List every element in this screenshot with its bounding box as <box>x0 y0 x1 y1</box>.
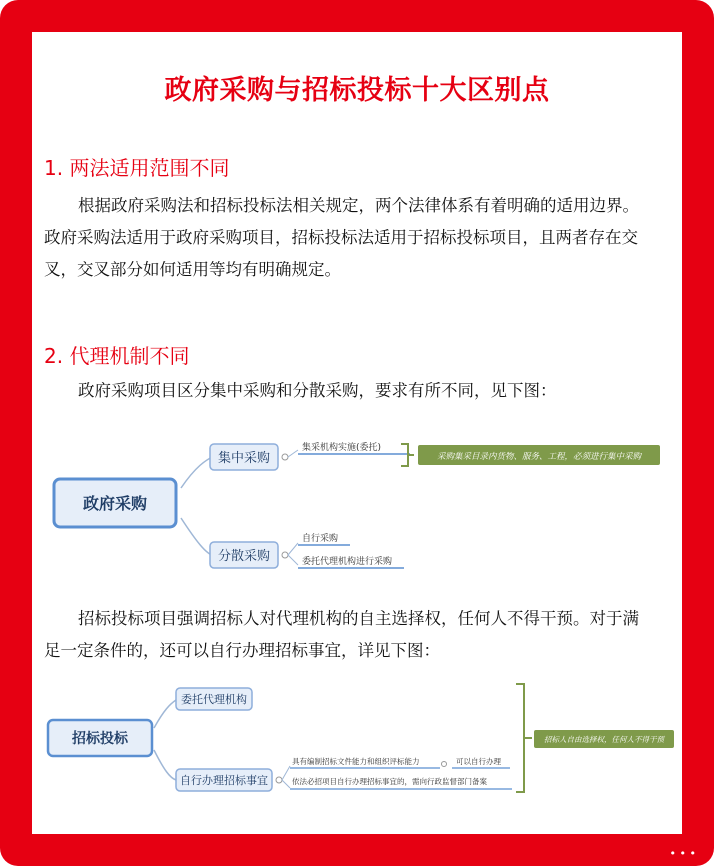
section1-line: 根据政府采购法和招标投标法相关规定，两个法律体系有着明确的适用边界。 <box>78 196 639 215</box>
branch-node-label: 委托代理机构 <box>181 693 247 706</box>
note-label: 采购集采目录内货物、服务、工程，必须进行集中采购 <box>436 452 642 462</box>
branch-child-label: 自行采购 <box>302 534 339 544</box>
branch-node-label: 自行办理招标事宜 <box>180 774 268 787</box>
section2-line: 招标投标项目强调招标人对代理机构的自主选择权，任何人不得干预。对于满 <box>78 609 639 628</box>
section2-heading: 2. 代理机制不同 <box>44 344 190 368</box>
connector-line <box>181 518 214 556</box>
branch-node-label: 集中采购 <box>217 451 271 466</box>
bracket-icon <box>516 684 532 792</box>
footer-dots-mark: • • • <box>669 847 696 860</box>
document-page <box>32 32 682 834</box>
section2-line: 足一定条件的，还可以自行办理招标事宜，详见下图： <box>44 641 440 660</box>
page-title: 政府采购与招标投标十大区别点 <box>164 75 550 106</box>
branch-result-label: 可以自行办理 <box>456 757 501 766</box>
expand-dot-icon <box>442 762 447 767</box>
connector-line <box>154 700 176 728</box>
section2-paragraph <box>44 603 676 667</box>
expand-dot-icon <box>276 777 282 783</box>
section1-line: 政府采购法适用于政府采购项目，招标投标法适用于招标投标项目，且两者存在交 <box>44 228 638 247</box>
branch-child-label: 具有编制招标文件能力和组织评标能力 <box>292 757 420 766</box>
connector-line <box>181 456 214 488</box>
government-procurement-mindmap <box>46 436 676 576</box>
note-label: 招标人自由选择权，任何人不得干预 <box>544 735 664 744</box>
section2-intro: 政府采购项目区分集中采购和分散采购，要求有所不同，见下图： <box>78 381 557 400</box>
branch-child-label: 依法必招项目自行办理招标事宜的，需向行政监督部门备案 <box>292 777 487 786</box>
section1-paragraph <box>44 190 676 286</box>
root-node-label: 招标投标 <box>72 731 128 747</box>
section1-line: 叉，交叉部分如何适用等均有明确规定。 <box>44 260 341 279</box>
expand-dot-icon <box>282 454 288 460</box>
root-node-label: 政府采购 <box>82 494 148 513</box>
bracket-icon <box>401 444 414 466</box>
expand-dot-icon <box>282 552 288 558</box>
branch-node-label: 分散采购 <box>217 549 271 564</box>
bidding-mindmap <box>42 680 678 798</box>
connector-line <box>154 750 176 780</box>
section1-heading: 1. 两法适用范围不同 <box>44 156 230 180</box>
branch-child-label: 集采机构实施(委托) <box>302 443 382 453</box>
branch-child-label: 委托代理机构进行采购 <box>302 557 393 567</box>
